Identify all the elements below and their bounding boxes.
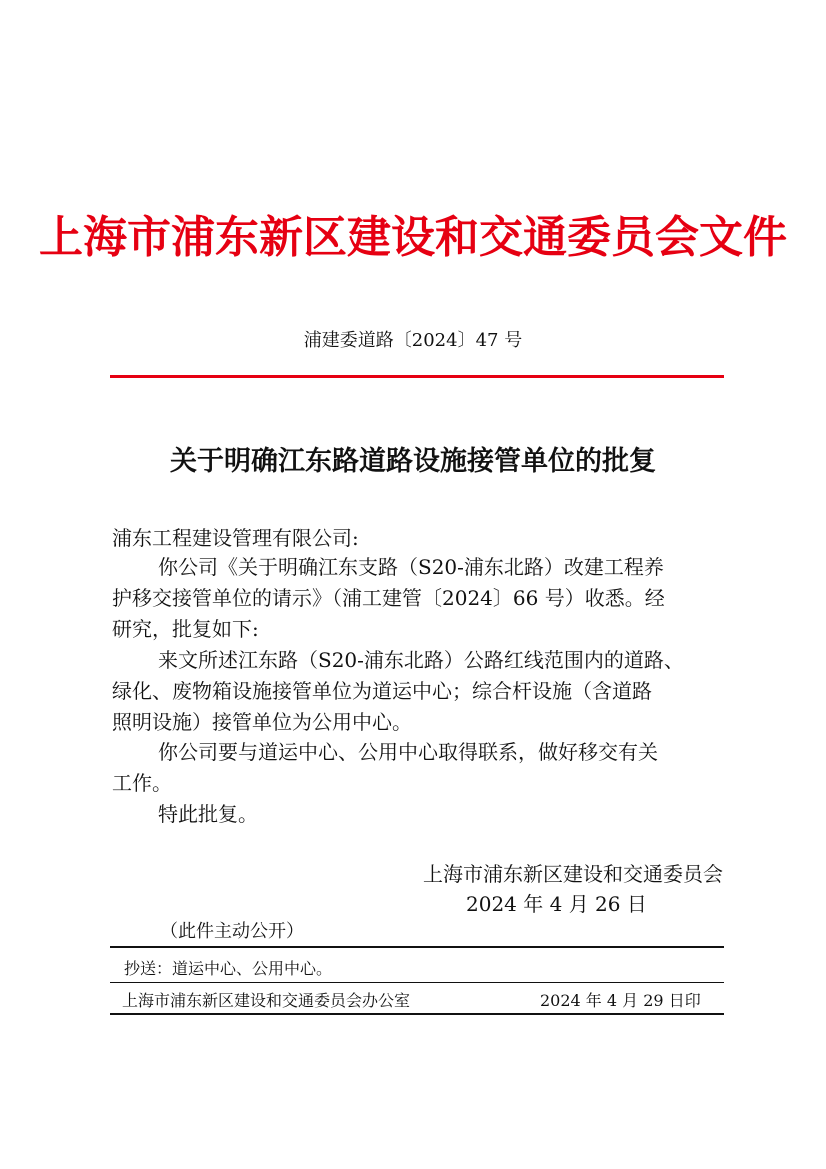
- cc-line: 抄送：道运中心、公用中心。: [124, 959, 333, 978]
- signing-organization: 上海市浦东新区建设和交通委员会: [423, 862, 723, 886]
- body-line: 护移交接管单位的请示》（浦工建管〔2024〕66 号）收悉。经: [112, 586, 665, 610]
- footer-middle-rule: [110, 982, 724, 983]
- issuing-office: 上海市浦东新区建设和交通委员会办公室: [122, 991, 411, 1010]
- print-date: 2024 年 4 月 29 日印: [540, 991, 701, 1010]
- body-line: 你公司要与道运中心、公用中心取得联系，做好移交有关: [158, 740, 658, 764]
- body-line: 你公司《关于明确江东支路（S20-浦东北路）改建工程养: [158, 555, 664, 579]
- signing-date: 2024 年 4 月 26 日: [466, 892, 647, 916]
- footer-top-rule: [110, 946, 724, 948]
- body-line: 照明设施）接管单位为公用中心。: [112, 710, 412, 734]
- body-line: 绿化、废物箱设施接管单位为道运中心；综合杆设施（含道路: [112, 679, 652, 703]
- addressee: 浦东工程建设管理有限公司:: [112, 526, 359, 550]
- body-line: 特此批复。: [158, 802, 258, 826]
- footer-bottom-rule: [110, 1013, 724, 1015]
- document-number: 浦建委道路〔2024〕47 号: [303, 330, 523, 351]
- document-header-title: 上海市浦东新区建设和交通委员会文件: [39, 212, 787, 263]
- red-divider: [110, 375, 724, 378]
- body-line: 来文所述江东路（S20-浦东北路）公路红线范围内的道路、: [158, 648, 684, 672]
- public-disclosure-note: （此件主动公开）: [160, 921, 304, 942]
- body-line: 工作。: [112, 771, 172, 795]
- body-line: 研究，批复如下:: [112, 617, 259, 641]
- document-title: 关于明确江东路道路设施接管单位的批复: [170, 446, 656, 477]
